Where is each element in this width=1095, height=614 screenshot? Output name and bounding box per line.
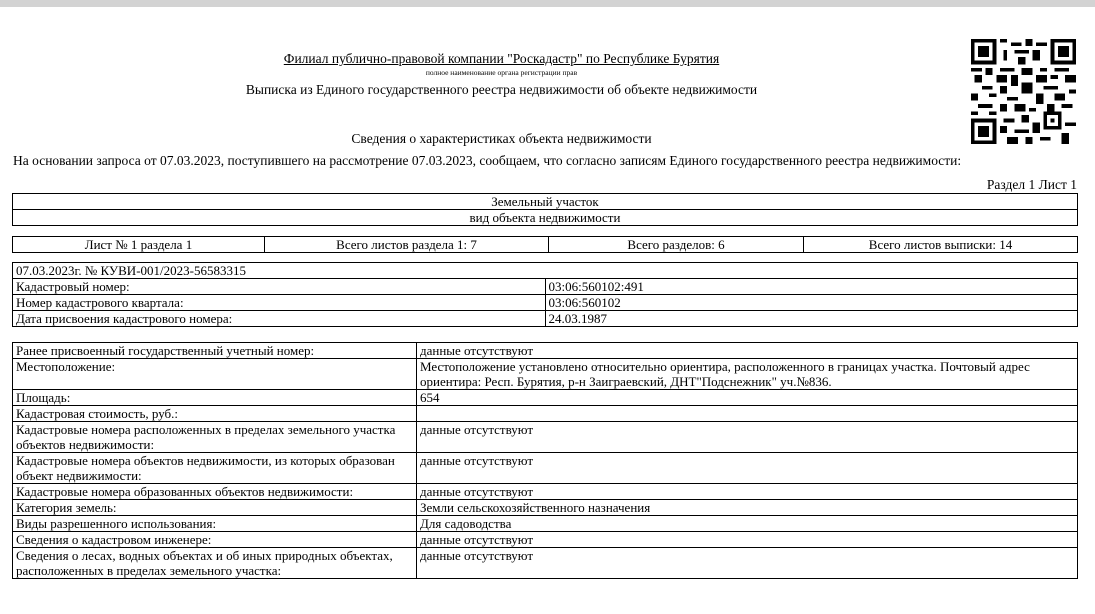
table-row	[13, 500, 1078, 516]
row-value: данные отсутствуют	[417, 453, 1078, 484]
row-value: Для садоводства	[417, 516, 1078, 532]
row-value: 03:06:560102	[545, 295, 1078, 311]
request-number: 07.03.2023г. № КУВИ-001/2023-56583315	[13, 263, 1078, 279]
table-row	[13, 295, 1078, 311]
row-value: данные отсутствуют	[417, 343, 1078, 359]
table-row	[13, 279, 1078, 295]
row-value: 24.03.1987	[545, 311, 1078, 327]
row-value: Местоположение установлено относительно ориентира, расположенного в границах участка. Почтовый адрес ориентира: Респ. Бурятия, р-н Заиграевский, ДНТ"Подснежник" уч.№836.	[417, 359, 1078, 390]
row-label: Дата присвоения кадастрового номера:	[13, 311, 546, 327]
row-value: данные отсутствуют	[417, 422, 1078, 453]
intro-text: На основании запроса от 07.03.2023, поступившего на рассмотрение 07.03.2023, сообщаем, что согласно записям Единого государственного реестра недвижимости:	[13, 153, 962, 168]
row-label: Площадь:	[13, 390, 417, 406]
document-title: Выписка из Единого государственного реестра недвижимости об объекте недвижимости	[245, 82, 758, 97]
object-type-value: Земельный участок	[13, 194, 1078, 210]
organization-name: Филиал публично-правовой компании "Роскадастр" по Республике Бурятия	[283, 51, 720, 66]
document-subtitle: Сведения о характеристиках объекта недвижимости	[351, 131, 652, 146]
total-sections: Всего разделов: 6	[549, 237, 804, 253]
table-row	[13, 453, 1078, 484]
row-label: Категория земель:	[13, 500, 417, 516]
identification-table	[12, 262, 1078, 327]
sheet-info-table	[12, 236, 1078, 253]
table-row	[13, 406, 1078, 422]
table-row	[13, 548, 1078, 579]
table-row	[13, 516, 1078, 532]
row-label: Сведения о кадастровом инженере:	[13, 532, 417, 548]
table-row	[13, 484, 1078, 500]
row-value	[417, 406, 1078, 422]
object-type-table	[12, 193, 1078, 226]
section-reference: Раздел 1 Лист 1	[986, 177, 1077, 192]
row-value: данные отсутствуют	[417, 548, 1078, 579]
row-label: Местоположение:	[13, 359, 417, 390]
table-row	[13, 343, 1078, 359]
row-label: Кадастровые номера расположенных в пределах земельного участка объектов недвижимости:	[13, 422, 417, 453]
row-label: Кадастровый номер:	[13, 279, 546, 295]
row-label: Ранее присвоенный государственный учетный номер:	[13, 343, 417, 359]
row-label: Кадастровые номера объектов недвижимости, из которых образован объект недвижимости:	[13, 453, 417, 484]
row-label: Номер кадастрового квартала:	[13, 295, 546, 311]
row-label: Сведения о лесах, водных объектах и об иных природных объектах, расположенных в пределах земельного участка:	[13, 548, 417, 579]
table-row	[13, 390, 1078, 406]
top-scroll-bar	[0, 0, 1095, 7]
row-value: Земли сельскохозяйственного назначения	[417, 500, 1078, 516]
table-row	[13, 311, 1078, 327]
table-row	[13, 359, 1078, 390]
organization-caption: полное наименование органа регистрации прав	[425, 68, 578, 77]
row-value: данные отсутствуют	[417, 484, 1078, 500]
total-sheets-section: Всего листов раздела 1: 7	[265, 237, 549, 253]
sheet-number: Лист № 1 раздела 1	[13, 237, 265, 253]
row-label: Виды разрешенного использования:	[13, 516, 417, 532]
row-value: 03:06:560102:491	[545, 279, 1078, 295]
row-value: данные отсутствуют	[417, 532, 1078, 548]
row-value: 654	[417, 390, 1078, 406]
qr-code-icon	[971, 39, 1076, 144]
table-row	[13, 422, 1078, 453]
total-sheets-extract: Всего листов выписки: 14	[804, 237, 1078, 253]
row-label: Кадастровые номера образованных объектов недвижимости:	[13, 484, 417, 500]
row-label: Кадастровая стоимость, руб.:	[13, 406, 417, 422]
table-row	[13, 532, 1078, 548]
object-type-caption: вид объекта недвижимости	[13, 210, 1078, 226]
characteristics-table	[12, 342, 1078, 579]
